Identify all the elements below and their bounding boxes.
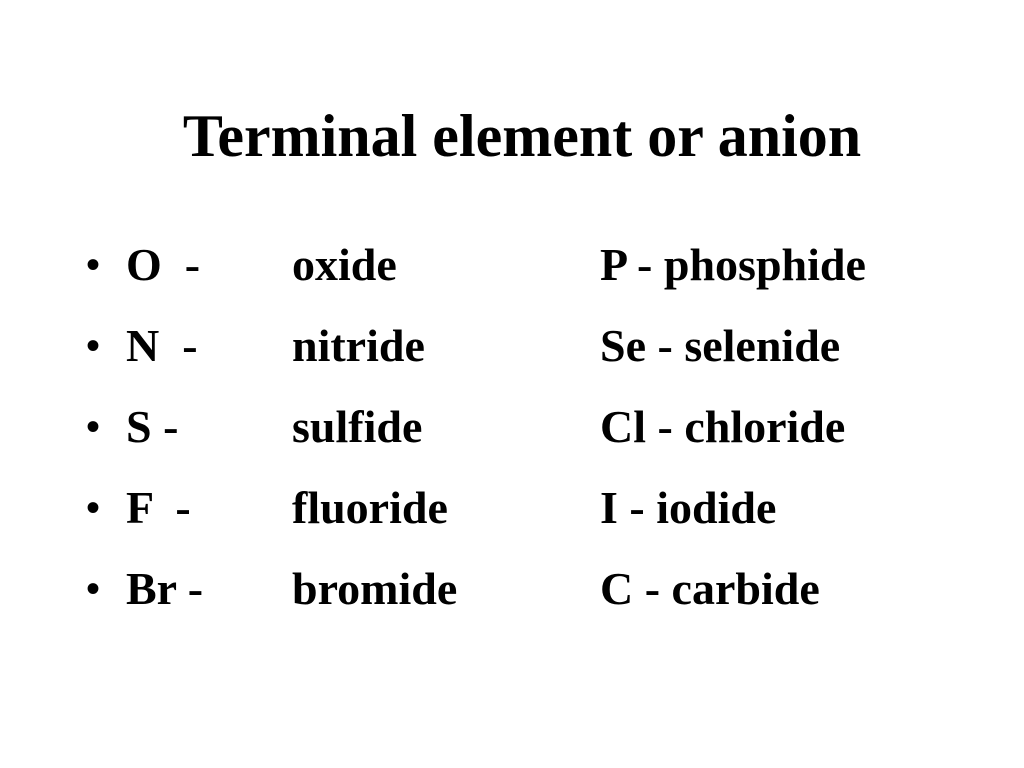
bullet-icon: • [86, 485, 101, 530]
anion-name: nitride [292, 320, 425, 371]
second-anion: Cl - chloride [600, 401, 846, 452]
second-anion: Se - selenide [600, 320, 841, 371]
list-item [0, 400, 1024, 481]
bullet-icon: • [86, 404, 101, 449]
slide-title: Terminal element or anion [182, 103, 862, 169]
element-symbol: N - [126, 320, 198, 371]
list-item [0, 238, 1024, 319]
list-item [0, 562, 1024, 643]
element-symbol: O - [126, 239, 201, 290]
second-anion: C - carbide [600, 563, 820, 614]
anion-name: sulfide [292, 401, 423, 452]
element-symbol: S - [126, 401, 179, 452]
anion-list [0, 238, 1024, 643]
anion-name: bromide [292, 563, 458, 614]
bullet-icon: • [86, 242, 101, 287]
second-anion: I - iodide [600, 482, 777, 533]
second-anion: P - phosphide [600, 239, 866, 290]
anion-name: fluoride [292, 482, 448, 533]
bullet-icon: • [86, 323, 101, 368]
anion-name: oxide [292, 239, 397, 290]
bullet-icon: • [86, 566, 101, 611]
element-symbol: Br - [126, 563, 204, 614]
list-item [0, 319, 1024, 400]
list-item [0, 481, 1024, 562]
element-symbol: F - [126, 482, 191, 533]
